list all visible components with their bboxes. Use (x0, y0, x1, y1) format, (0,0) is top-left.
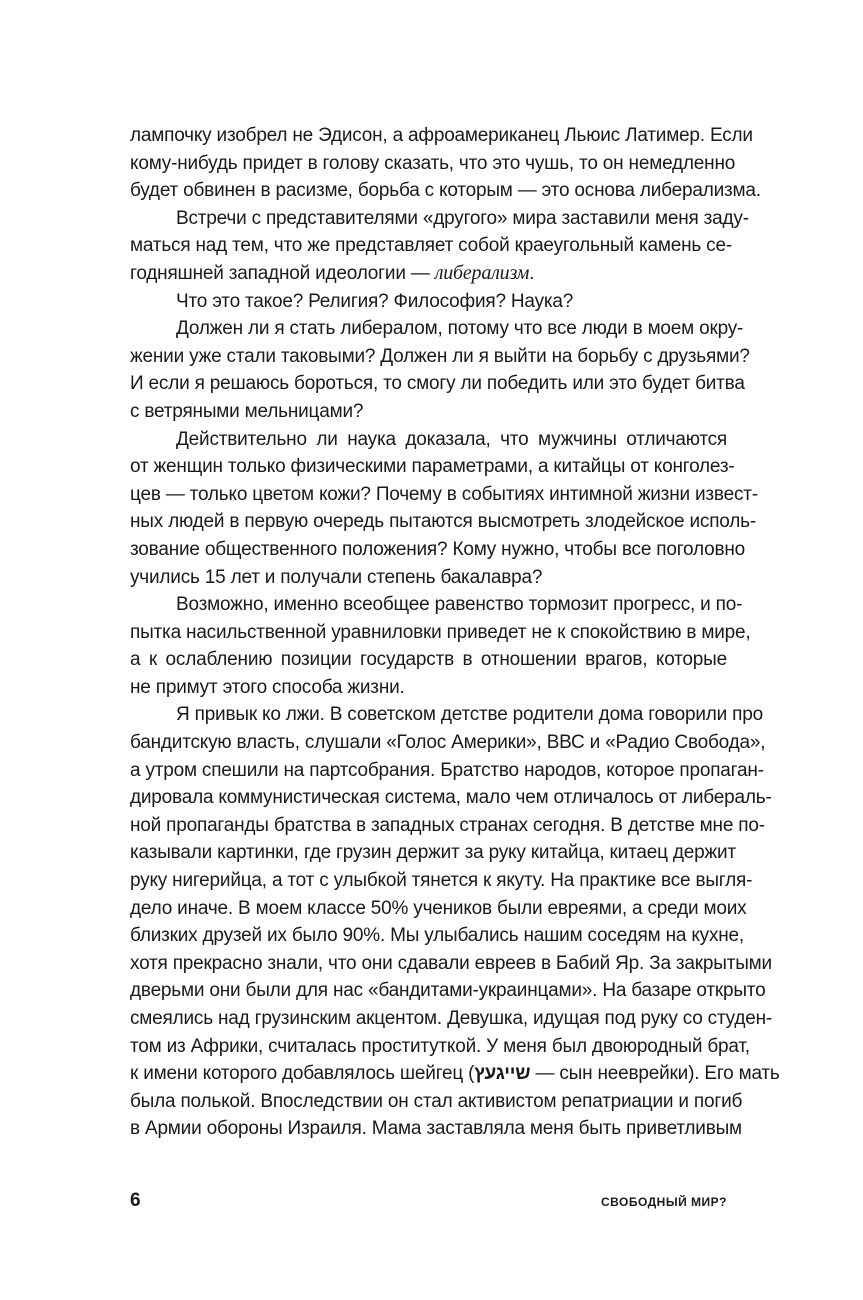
text-line: дировала коммунистическая система, мало чем отличалось от либераль- (130, 787, 772, 809)
text-line: дело иначе. В моем классе 50% учеников были евреями, а среди моих (130, 897, 747, 919)
text-line: Встречи с представителями «другого» мира заставили меня заду- (176, 207, 749, 229)
text-line: а утром спешили на партсобрания. Братство народов, которое пропаган- (130, 759, 764, 781)
text-line: Действительно ли наука доказала, что мужчины отличаются (176, 428, 727, 450)
text-line: близких друзей их было 90%. Мы улыбались нашим соседям на кухне, (130, 925, 744, 947)
text-line: зование общественного положения? Кому нужно, чтобы все поголовно (130, 538, 746, 560)
text-line (130, 1060, 780, 1088)
text-line: хотя прекрасно знали, что они сдавали евреев в Бабий Яр. За закрытыми (130, 952, 772, 974)
text-line: кому-нибудь придет в голову сказать, что это чушь, то он немедленно (130, 152, 736, 174)
italic-term: либерализм (434, 261, 530, 284)
text-line: том из Африки, считалась проституткой. У меня был двоюродный брат, (130, 1035, 750, 1057)
text-line: Возможно, именно всеобщее равенство тормозит прогресс, и по- (176, 594, 743, 616)
text-line: в Армии обороны Израиля. Мама заставляла меня быть приветливым (130, 1118, 742, 1140)
text-line: Что это такое? Религия? Философия? Наука? (176, 290, 574, 312)
page-footer (130, 1190, 727, 1214)
text-line: Я привык ко лжи. В советском детстве родители дома говорили про (176, 704, 763, 726)
text-line: Должен ли я стать либералом, потому что все люди в моем окру- (176, 318, 744, 340)
text-line (130, 260, 727, 288)
body-text (130, 122, 780, 1143)
text-fragment: . (529, 262, 535, 284)
text-line: была полькой. Впоследствии он стал активистом репатриации и погиб (130, 1090, 743, 1112)
text-line: ных людей в первую очередь пытаются высмотреть злодейское исполь- (130, 511, 756, 533)
hebrew-word: שייגעץ (474, 1063, 531, 1085)
text-line: учились 15 лет и получали степень бакалавра? (130, 566, 543, 588)
page-number: 6 (130, 1190, 141, 1211)
text-line: не примут этого способа жизни. (130, 676, 405, 698)
text-line: казывали картинки, где грузин держит за руку китайца, китаец держит (130, 842, 736, 864)
text-line: пытка насильственной уравниловки приведет не к спокойствию в мире, (130, 621, 751, 643)
text-fragment: — сын нееврейки). Его мать (530, 1063, 780, 1085)
text-line: цев — только цветом кожи? Почему в событиях интимной жизни извест- (130, 483, 758, 505)
text-line: ной пропаганды братства в западных странах сегодня. В детстве мне по- (130, 814, 765, 836)
text-line: от женщин только физическими параметрами, а китайцы от конголез- (130, 456, 735, 478)
text-line: с ветряными мельницами? (130, 400, 364, 422)
text-line: лампочку изобрел не Эдисон, а афроамериканец Льюис Латимер. Если (130, 125, 753, 146)
text-line: И если я решаюсь бороться, то смогу ли победить или это будет битва (130, 373, 745, 395)
text-fragment: годняшней западной идеологии — (130, 262, 435, 284)
text-line: руку нигерийца, а тот с улыбкой тянется к якуту. На практике все выгля- (130, 870, 753, 892)
text-line: бандитскую власть, слушали «Голос Америки», ВВС и «Радио Свобода», (130, 732, 766, 754)
text-fragment: к имени которого добавлялось шейгец ( (130, 1063, 475, 1085)
text-line: будет обвинен в расизме, борьба с которым — это основа либерализма. (130, 180, 761, 202)
text-line: маться над тем, что же представляет собой краеугольный камень се- (130, 235, 732, 257)
text-line: жении уже стали таковыми? Должен ли я выйти на борьбу с друзьями? (130, 345, 750, 367)
text-line: дверьми они были для нас «бандитами-украинцами». На базаре открыто (130, 980, 766, 1002)
text-line: смеялись над грузинским акцентом. Девушка, идущая под руку со студен- (130, 1008, 773, 1029)
running-head: СВОБОДНЫЙ МИР? (600, 1195, 727, 1209)
text-line: а к ослаблению позиции государств в отношении врагов, которые (130, 649, 727, 671)
